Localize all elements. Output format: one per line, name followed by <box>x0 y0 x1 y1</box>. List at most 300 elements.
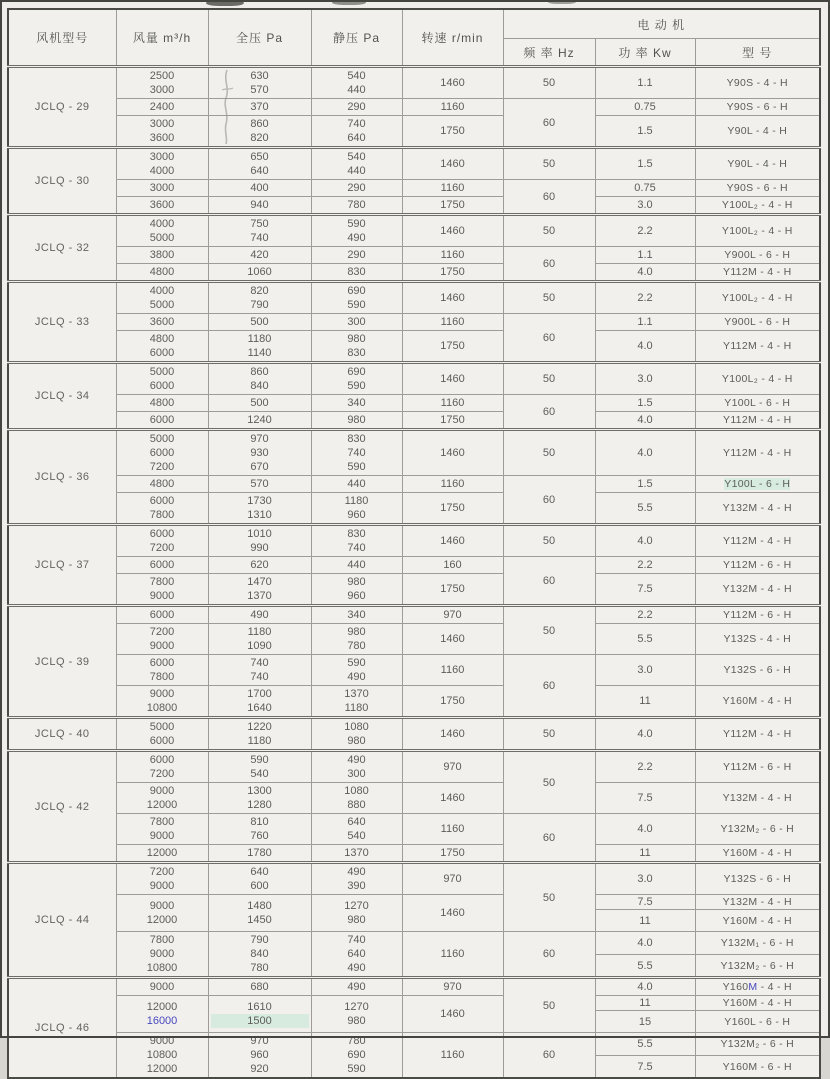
air-flow-cell: 6000 7800 <box>116 655 208 686</box>
motor-model-text: Y900L - 6 - H <box>724 316 791 328</box>
speed-cell: 970 <box>402 606 503 624</box>
motor-model-text: Y160M - 6 - H <box>722 1060 792 1073</box>
motor-model-cell <box>695 783 820 814</box>
header-fan-model: 风机型号 <box>8 9 116 67</box>
air-flow-cell: 6000 <box>116 557 208 574</box>
total-pressure-cell: 1180 1090 <box>208 624 311 655</box>
power-cell: 1.5 <box>595 148 695 180</box>
static-pressure-cell: 440 <box>311 557 402 574</box>
frequency-cell: 50 <box>503 606 595 655</box>
motor-model-text: Y90S - 4 - H <box>726 77 788 89</box>
total-pressure-cell: 630 570 <box>208 67 311 99</box>
speed-cell: 1460 <box>402 624 503 655</box>
speed-cell: 1750 <box>402 412 503 430</box>
air-flow-cell: 3000 <box>116 180 208 197</box>
total-pressure-cell: 490 <box>208 606 311 624</box>
air-flow-cell: 7800 9000 <box>116 814 208 845</box>
speed-cell: 1460 <box>402 215 503 247</box>
motor-model-text: Y100L₂ - 4 - H <box>721 225 793 237</box>
air-flow-cell: 3000 4000 <box>116 148 208 180</box>
motor-model-text: Y90L - 4 - H <box>727 158 788 170</box>
total-pressure-cell: 1060 <box>208 264 311 282</box>
static-pressure-cell: 540 440 <box>311 148 402 180</box>
motor-model-text: Y900L - 6 - H <box>724 249 791 261</box>
frequency-cell: 60 <box>503 180 595 215</box>
power-cell: 3.0 <box>595 363 695 395</box>
motor-model-cell <box>695 476 820 493</box>
motor-model-text: Y132M₁ - 6 - H <box>720 937 794 949</box>
power-cell: 2.2 <box>595 282 695 314</box>
power-cell: 4.0 <box>595 814 695 845</box>
scan-smudge <box>332 0 366 5</box>
frequency-cell: 60 <box>503 655 595 718</box>
motor-model-cell <box>695 116 820 148</box>
power-cell: 4.0 <box>595 932 695 955</box>
fan-model-cell: JCLQ - 30 <box>8 148 116 215</box>
total-pressure-cell: 1240 <box>208 412 311 430</box>
total-pressure-cell: 420 <box>208 247 311 264</box>
air-flow-cell: 3600 <box>116 197 208 215</box>
power-cell: 4.0 <box>595 264 695 282</box>
motor-model-text: Y132M - 4 - H <box>722 792 792 804</box>
power-cell: 3.0 <box>595 655 695 686</box>
fan-model-cell: JCLQ - 42 <box>8 751 116 863</box>
motor-model-text: Y132M - 4 - H <box>722 583 792 595</box>
fan-model-cell: JCLQ - 39 <box>8 606 116 718</box>
air-flow-cell: 4000 5000 <box>116 215 208 247</box>
air-flow-cell: 6000 <box>116 606 208 624</box>
speed-cell: 1460 <box>402 718 503 751</box>
total-pressure-cell: 1180 1140 <box>208 331 311 363</box>
motor-model-cell <box>695 557 820 574</box>
static-pressure-cell: 490 <box>311 978 402 996</box>
motor-model-text: Y160M - 4 - H <box>722 997 792 1009</box>
power-cell: 2.2 <box>595 751 695 783</box>
static-pressure-cell: 830 <box>311 264 402 282</box>
frequency-cell: 50 <box>503 148 595 180</box>
speed-cell: 1160 <box>402 99 503 116</box>
motor-model-cell <box>695 412 820 430</box>
motor-model-text: Y112M - 4 - H <box>723 414 792 426</box>
power-cell: 4.0 <box>595 430 695 476</box>
power-cell: 0.75 <box>595 99 695 116</box>
static-pressure-cell: 980 830 <box>311 331 402 363</box>
frequency-cell: 50 <box>503 718 595 751</box>
power-cell: 11 <box>595 910 695 932</box>
static-pressure-cell: 980 <box>311 412 402 430</box>
air-flow-cell: 9000 12000 <box>116 895 208 932</box>
motor-model-cell <box>695 955 820 978</box>
speed-cell: 1160 <box>402 314 503 331</box>
air-flow-cell: 9000 <box>116 978 208 996</box>
motor-model-text: Y100L₂ - 4 - H <box>721 292 793 304</box>
fan-model-cell: JCLQ - 29 <box>8 67 116 148</box>
fan-model-cell: JCLQ - 37 <box>8 525 116 606</box>
motor-model-text: Y132M - 4 - H <box>722 502 792 514</box>
motor-model-cell <box>695 314 820 331</box>
air-flow-cell: 6000 7800 <box>116 493 208 525</box>
motor-model-cell <box>695 99 820 116</box>
power-cell: 1.5 <box>595 476 695 493</box>
motor-model-text: Y100L - 6 - H <box>724 478 791 490</box>
static-pressure-cell: 980 780 <box>311 624 402 655</box>
motor-model-text: Y160M - 4 - H <box>722 981 792 993</box>
frequency-cell: 50 <box>503 282 595 314</box>
total-pressure-cell: 740 740 <box>208 655 311 686</box>
total-pressure-cell: 860 840 <box>208 363 311 395</box>
power-cell: 11 <box>595 845 695 863</box>
pencil-mark <box>218 66 236 146</box>
motor-model-text: Y160L - 6 - H <box>724 1015 791 1028</box>
frequency-cell: 60 <box>503 314 595 363</box>
frequency-cell: 50 <box>503 863 595 932</box>
fan-model-cell: JCLQ - 33 <box>8 282 116 363</box>
motor-model-text: Y112M - 6 - H <box>723 559 792 571</box>
speed-cell: 160 <box>402 557 503 574</box>
air-flow-cell: 6000 7200 <box>116 751 208 783</box>
motor-model-text: Y160M - 4 - H <box>722 847 792 859</box>
total-pressure-cell: 500 <box>208 395 311 412</box>
total-pressure-cell: 650 640 <box>208 148 311 180</box>
static-pressure-cell: 300 <box>311 314 402 331</box>
power-cell: 4.0 <box>595 525 695 557</box>
static-pressure-cell: 830 740 590 <box>311 430 402 476</box>
total-pressure-cell: 1780 <box>208 845 311 863</box>
speed-cell: 970 <box>402 978 503 996</box>
air-flow-cell: 6000 7200 <box>116 525 208 557</box>
motor-model-text: Y160M - 4 - H <box>722 914 792 927</box>
speed-cell: 1160 <box>402 395 503 412</box>
frequency-cell: 50 <box>503 215 595 247</box>
power-cell: 0.75 <box>595 180 695 197</box>
motor-model-text: Y132S - 6 - H <box>723 873 792 885</box>
air-flow-cell: 3800 <box>116 247 208 264</box>
frequency-cell: 50 <box>503 67 595 99</box>
frequency-cell: 60 <box>503 932 595 978</box>
frequency-cell: 60 <box>503 1033 595 1079</box>
power-cell: 1.5 <box>595 116 695 148</box>
static-pressure-cell: 780 <box>311 197 402 215</box>
static-pressure-cell: 1080 880 <box>311 783 402 814</box>
static-pressure-cell: 830 740 <box>311 525 402 557</box>
speed-cell: 1460 <box>402 783 503 814</box>
fan-model-cell: JCLQ - 46 <box>8 978 116 1079</box>
speed-cell: 1160 <box>402 180 503 197</box>
air-flow-cell: 9000 12000 <box>116 783 208 814</box>
speed-cell: 1460 <box>402 67 503 99</box>
power-cell: 11 <box>595 996 695 1011</box>
speed-cell: 1160 <box>402 476 503 493</box>
motor-model-cell <box>695 751 820 783</box>
frequency-cell: 60 <box>503 814 595 863</box>
total-pressure-cell: 750 740 <box>208 215 311 247</box>
total-pressure-cell: 860 820 <box>208 116 311 148</box>
frequency-cell: 60 <box>503 557 595 606</box>
header-power: 功 率 Kw <box>595 39 695 67</box>
total-pressure-cell: 820 790 <box>208 282 311 314</box>
speed-cell: 1160 <box>402 1033 503 1079</box>
power-cell: 5.5 <box>595 624 695 655</box>
power-cell: 7.5 <box>595 1056 695 1079</box>
power-cell: 4.0 <box>595 412 695 430</box>
power-cell: 3.0 <box>595 197 695 215</box>
power-cell: 2.2 <box>595 557 695 574</box>
frequency-cell: 50 <box>503 751 595 814</box>
speed-cell: 1460 <box>402 895 503 932</box>
air-flow-cell: 2500 3000 <box>116 67 208 99</box>
static-pressure-cell: 740 640 490 <box>311 932 402 978</box>
total-pressure-cell: 1480 1450 <box>208 895 311 932</box>
motor-model-text: Y112M - 6 - H <box>723 761 792 773</box>
power-cell: 5.5 <box>595 1033 695 1056</box>
frequency-cell: 50 <box>503 978 595 1033</box>
speed-cell: 1750 <box>402 493 503 525</box>
motor-model-text: Y112M - 4 - H <box>723 266 792 278</box>
motor-model-text: Y112M - 4 - H <box>723 340 792 352</box>
static-pressure-cell: 490 300 <box>311 751 402 783</box>
motor-model-cell <box>695 606 820 624</box>
static-pressure-cell: 1080 980 <box>311 718 402 751</box>
motor-model-text: Y100L₂ - 4 - H <box>721 199 793 211</box>
power-cell: 1.1 <box>595 247 695 264</box>
power-cell: 1.1 <box>595 67 695 99</box>
motor-model-cell <box>695 1056 820 1079</box>
static-pressure-cell: 290 <box>311 99 402 116</box>
total-pressure-cell: 790 840 780 <box>208 932 311 978</box>
frequency-cell: 50 <box>503 363 595 395</box>
air-flow-cell: 9000 10800 <box>116 686 208 718</box>
static-pressure-cell: 1270 980 <box>311 996 402 1033</box>
motor-model-text: Y112M - 4 - H <box>723 728 792 740</box>
header-motor-group: 电 动 机 <box>503 9 820 39</box>
motor-model-cell <box>695 814 820 845</box>
air-flow-cell: 7200 9000 <box>116 863 208 895</box>
speed-cell: 1460 <box>402 525 503 557</box>
motor-model-cell <box>695 978 820 996</box>
total-pressure-cell: 1220 1180 <box>208 718 311 751</box>
motor-model-cell <box>695 910 820 932</box>
power-cell: 4.0 <box>595 718 695 751</box>
power-cell: 1.1 <box>595 314 695 331</box>
motor-model-text: Y132M₂ - 6 - H <box>720 1038 795 1050</box>
static-pressure-cell: 540 440 <box>311 67 402 99</box>
header-speed: 转速 r/min <box>402 9 503 67</box>
speed-cell: 1750 <box>402 686 503 718</box>
air-flow-cell: 12000 16000 <box>116 996 208 1033</box>
motor-model-text: Y112M - 6 - H <box>723 609 792 621</box>
motor-model-cell <box>695 493 820 525</box>
motor-model-text: Y132M - 4 - H <box>722 896 792 908</box>
motor-model-cell <box>695 282 820 314</box>
motor-model-text: Y132M₂ - 6 - H <box>720 959 795 972</box>
total-pressure-cell: 970 930 670 <box>208 430 311 476</box>
total-pressure-cell: 970 960 920 <box>208 1033 311 1079</box>
static-pressure-cell: 590 490 <box>311 655 402 686</box>
air-flow-cell: 4800 6000 <box>116 331 208 363</box>
power-cell: 2.2 <box>595 215 695 247</box>
total-pressure-cell: 500 <box>208 314 311 331</box>
static-pressure-cell: 1370 <box>311 845 402 863</box>
frequency-cell: 50 <box>503 430 595 476</box>
motor-model-cell <box>695 624 820 655</box>
speed-cell: 1750 <box>402 116 503 148</box>
air-flow-cell: 5000 6000 7200 <box>116 430 208 476</box>
total-pressure-cell: 1470 1370 <box>208 574 311 606</box>
motor-model-cell <box>695 996 820 1011</box>
motor-model-text: Y100L - 6 - H <box>724 397 791 409</box>
static-pressure-cell: 1180 960 <box>311 493 402 525</box>
static-pressure-cell: 780 690 590 <box>311 1033 402 1079</box>
power-cell: 7.5 <box>595 895 695 910</box>
speed-cell: 1750 <box>402 845 503 863</box>
air-flow-cell: 5000 6000 <box>116 363 208 395</box>
speed-cell: 1750 <box>402 331 503 363</box>
motor-model-cell <box>695 845 820 863</box>
motor-model-text: Y100L₂ - 4 - H <box>721 373 793 385</box>
static-pressure-cell: 980 960 <box>311 574 402 606</box>
header-frequency: 频 率 Hz <box>503 39 595 67</box>
air-flow-cell: 4800 <box>116 264 208 282</box>
air-flow-cell: 2400 <box>116 99 208 116</box>
frequency-cell: 50 <box>503 525 595 557</box>
motor-model-cell <box>695 430 820 476</box>
speed-cell: 970 <box>402 751 503 783</box>
power-cell: 5.5 <box>595 493 695 525</box>
speed-cell: 970 <box>402 863 503 895</box>
static-pressure-cell: 590 490 <box>311 215 402 247</box>
static-pressure-cell: 290 <box>311 247 402 264</box>
motor-model-cell <box>695 574 820 606</box>
frequency-cell: 60 <box>503 476 595 525</box>
power-cell: 4.0 <box>595 978 695 996</box>
motor-model-cell <box>695 148 820 180</box>
scan-smudge <box>206 0 244 6</box>
total-pressure-cell: 1010 990 <box>208 525 311 557</box>
static-pressure-cell: 690 590 <box>311 282 402 314</box>
total-pressure-cell: 590 540 <box>208 751 311 783</box>
static-pressure-cell: 490 390 <box>311 863 402 895</box>
motor-model-cell <box>695 932 820 955</box>
motor-model-cell <box>695 1011 820 1033</box>
motor-model-text: Y112M - 4 - H <box>723 447 792 459</box>
motor-model-cell <box>695 395 820 412</box>
air-flow-cell: 7800 9000 <box>116 574 208 606</box>
total-pressure-cell: 640 600 <box>208 863 311 895</box>
air-flow-cell: 12000 <box>116 845 208 863</box>
speed-cell: 1460 <box>402 430 503 476</box>
static-pressure-cell: 340 <box>311 395 402 412</box>
total-pressure-cell: 1300 1280 <box>208 783 311 814</box>
header-air-flow: 风量 m³/h <box>116 9 208 67</box>
speed-cell: 1750 <box>402 197 503 215</box>
static-pressure-cell: 1270 980 <box>311 895 402 932</box>
total-pressure-cell: 1700 1640 <box>208 686 311 718</box>
power-cell: 15 <box>595 1011 695 1033</box>
motor-model-cell <box>695 180 820 197</box>
power-cell: 11 <box>595 686 695 718</box>
motor-model-cell <box>695 215 820 247</box>
air-flow-cell: 3600 <box>116 314 208 331</box>
motor-model-cell <box>695 655 820 686</box>
fan-spec-table <box>7 8 821 1079</box>
static-pressure-cell: 740 640 <box>311 116 402 148</box>
motor-model-text: Y132S - 4 - H <box>723 633 792 645</box>
total-pressure-cell: 1610 1500 <box>208 996 311 1033</box>
total-pressure-cell: 620 <box>208 557 311 574</box>
motor-model-text: Y132S - 6 - H <box>723 664 792 676</box>
air-flow-cell: 7800 9000 10800 <box>116 932 208 978</box>
speed-cell: 1160 <box>402 655 503 686</box>
header-static-pressure: 静压 Pa <box>311 9 402 67</box>
static-pressure-cell: 640 540 <box>311 814 402 845</box>
speed-cell: 1460 <box>402 148 503 180</box>
motor-model-cell <box>695 331 820 363</box>
motor-model-cell <box>695 863 820 895</box>
spec-table-body <box>8 67 820 1079</box>
speed-cell: 1160 <box>402 932 503 978</box>
fan-model-cell: JCLQ - 40 <box>8 718 116 751</box>
speed-cell: 1460 <box>402 282 503 314</box>
motor-model-text: Y90S - 6 - H <box>726 182 788 194</box>
static-pressure-cell: 340 <box>311 606 402 624</box>
motor-model-cell <box>695 67 820 99</box>
static-pressure-cell: 690 590 <box>311 363 402 395</box>
motor-model-cell <box>695 686 820 718</box>
total-pressure-cell: 1730 1310 <box>208 493 311 525</box>
power-cell: 5.5 <box>595 955 695 978</box>
motor-model-cell <box>695 1033 820 1056</box>
frequency-cell: 60 <box>503 395 595 430</box>
static-pressure-cell: 290 <box>311 180 402 197</box>
total-pressure-cell: 570 <box>208 476 311 493</box>
motor-model-text: Y132M₂ - 6 - H <box>720 823 795 835</box>
total-pressure-cell: 400 <box>208 180 311 197</box>
speed-cell: 1460 <box>402 996 503 1033</box>
fan-model-cell: JCLQ - 34 <box>8 363 116 430</box>
air-flow-cell: 4800 <box>116 476 208 493</box>
total-pressure-cell: 680 <box>208 978 311 996</box>
frequency-cell: 60 <box>503 99 595 148</box>
motor-model-cell <box>695 363 820 395</box>
motor-model-cell <box>695 718 820 751</box>
air-flow-cell: 9000 10800 12000 <box>116 1033 208 1079</box>
air-flow-cell: 6000 <box>116 412 208 430</box>
speed-cell: 1750 <box>402 264 503 282</box>
power-cell: 1.5 <box>595 395 695 412</box>
air-flow-cell: 7200 9000 <box>116 624 208 655</box>
motor-model-cell <box>695 264 820 282</box>
motor-model-text: Y112M - 4 - H <box>723 535 792 547</box>
motor-model-text: Y90L - 4 - H <box>727 125 788 137</box>
static-pressure-cell: 1370 1180 <box>311 686 402 718</box>
motor-model-cell <box>695 197 820 215</box>
fan-model-cell: JCLQ - 32 <box>8 215 116 282</box>
motor-model-text: Y90S - 6 - H <box>726 101 788 113</box>
header-total-pressure: 全压 Pa <box>208 9 311 67</box>
motor-model-cell <box>695 525 820 557</box>
speed-cell: 1460 <box>402 363 503 395</box>
table-header <box>8 9 820 67</box>
speed-cell: 1160 <box>402 814 503 845</box>
static-pressure-cell: 440 <box>311 476 402 493</box>
power-cell: 4.0 <box>595 331 695 363</box>
frequency-cell: 60 <box>503 247 595 282</box>
speed-cell: 1160 <box>402 247 503 264</box>
fan-model-cell: JCLQ - 44 <box>8 863 116 978</box>
total-pressure-cell: 810 760 <box>208 814 311 845</box>
air-flow-cell: 3000 3600 <box>116 116 208 148</box>
power-cell: 2.2 <box>595 606 695 624</box>
